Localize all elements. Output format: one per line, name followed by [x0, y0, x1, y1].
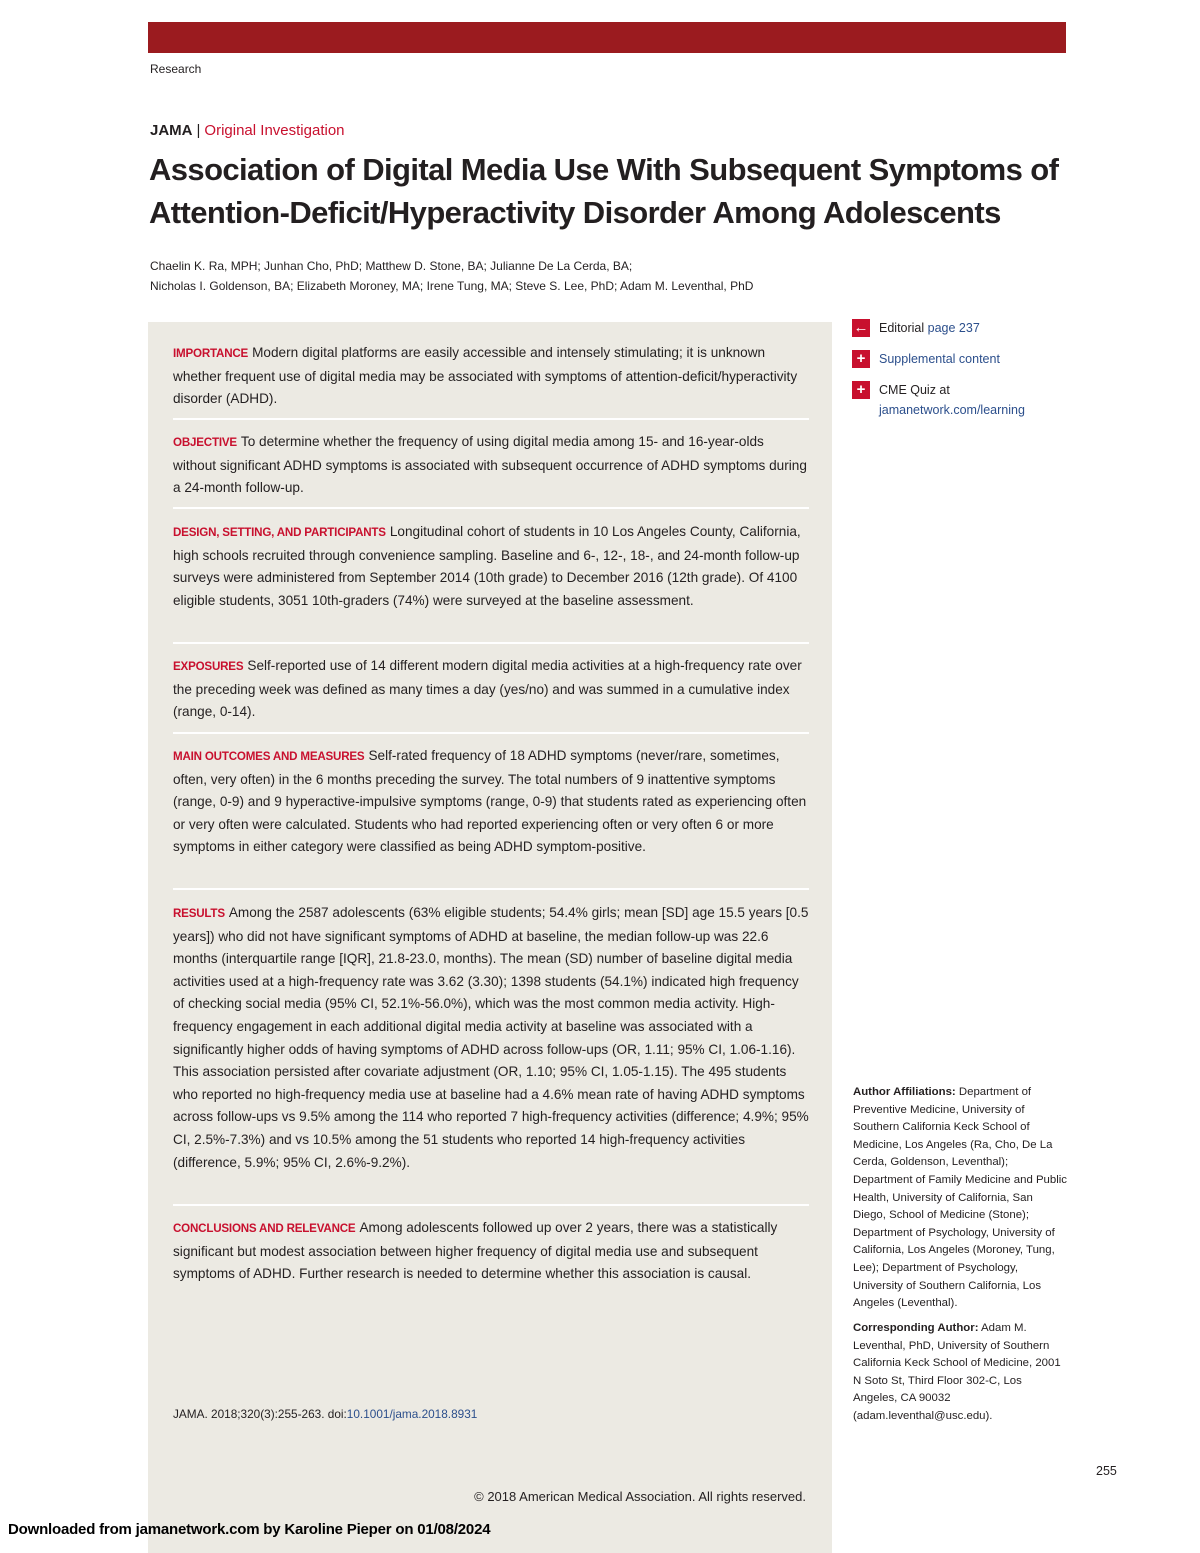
abstract-heading: IMPORTANCE — [173, 347, 249, 360]
supplemental-link-item[interactable] — [852, 349, 1082, 369]
cme-quiz-item[interactable] — [852, 380, 1082, 420]
affiliations-heading: Author Affiliations: — [853, 1086, 956, 1098]
page-number: 255 — [1096, 1464, 1117, 1478]
journal-name: JAMA — [150, 122, 193, 139]
abstract-heading: EXPOSURES — [173, 660, 244, 673]
abstract-results — [173, 902, 809, 1174]
section-divider — [173, 642, 809, 644]
abstract-importance — [173, 342, 809, 411]
editorial-link-item[interactable] — [852, 318, 1082, 338]
section-label: Research — [150, 62, 202, 76]
journal-separator: | — [196, 122, 201, 139]
article-type: Original Investigation — [204, 122, 345, 139]
affiliations-text: Department of Preventive Medicine, University of Southern California Keck School of Medicine, Los Angeles (Ra, Cho, De La Cerda, Goldenson, Leventhal); Department of Family Medicine and Public Health, University of California, San Diego, School of Medicine (Stone); Department of Psychology, University of California, Los Angeles (Moroney, Tung, Lee); Department of Psychology, University of Southern California, Los Angeles (Leventhal). — [853, 1086, 1067, 1310]
author-list — [150, 256, 870, 296]
author-line-1: Chaelin K. Ra, MPH; Junhan Cho, PhD; Matthew D. Stone, BA; Julianne De La Cerda, BA; — [150, 259, 633, 273]
author-line-2: Nicholas I. Goldenson, BA; Elizabeth Moroney, MA; Irene Tung, MA; Steve S. Lee, PhD; Adam M. Leventhal, PhD — [150, 279, 754, 293]
journal-top-bar — [148, 22, 1066, 53]
plus-icon: + — [852, 350, 870, 368]
abstract-heading: DESIGN, SETTING, AND PARTICIPANTS — [173, 526, 386, 539]
abstract-heading: CONCLUSIONS AND RELEVANCE — [173, 1222, 356, 1235]
section-divider — [173, 1204, 809, 1206]
abstract-text: Self-rated frequency of 18 ADHD symptoms (never/rare, sometimes, often, very often) in the 6 months preceding the survey. The total numbers of 9 inattentive symptoms (range, 0-9) and 9 hyperactive-impulsive symptoms (range, 0-9) that students rated as experiencing often or very often were calculated. Students who had reported experiencing often or very often 6 or more symptoms in either category were classified as being ADHD symptom-positive. — [173, 748, 807, 855]
editorial-label: Editorial — [879, 321, 925, 335]
cme-quiz-label: CME Quiz at — [879, 383, 950, 397]
corresponding-heading: Corresponding Author: — [853, 1322, 979, 1334]
section-divider — [173, 888, 809, 890]
abstract-box — [148, 322, 832, 1553]
section-divider — [173, 418, 809, 420]
abstract-heading: RESULTS — [173, 907, 225, 920]
doi-link[interactable]: 10.1001/jama.2018.8931 — [346, 1407, 478, 1421]
abstract-text: Self-reported use of 14 different modern digital media activities at a high-frequency rate over the preceding week was defined as many times a day (yes/no) and was summed in a cumulative index (range, 0-14). — [173, 658, 802, 720]
abstract-heading: OBJECTIVE — [173, 436, 237, 449]
abstract-outcomes — [173, 745, 809, 859]
abstract-text: To determine whether the frequency of using digital media among 15- and 16-year-olds without significant ADHD symptoms is associated with subsequent occurrence of ADHD symptoms during a 24-month follow-up. — [173, 434, 807, 496]
abstract-objective — [173, 431, 809, 500]
citation — [173, 1407, 477, 1421]
journal-line — [150, 122, 345, 139]
abstract-text: Modern digital platforms are easily accessible and intensely stimulating; it is unknown whether frequent use of digital media may be associated with symptoms of attention-deficit/hyperactivity disorder (ADHD). — [173, 345, 798, 407]
download-watermark: Downloaded from jamanetwork.com by Karoline Pieper on 01/08/2024 — [8, 1521, 491, 1538]
abstract-text: Longitudinal cohort of students in 10 Los Angeles County, California, high schools recruited through convenience sampling. Baseline and 6-, 12-, 18-, and 24-month follow-up surveys were administered from September 2014 (10th grade) to December 2016 (12th grade). Of 4100 eligible students, 3051 10th-graders (74%) were surveyed at the baseline assessment. — [173, 524, 801, 608]
corresponding-close: ). — [985, 1409, 993, 1422]
corresponding-author — [853, 1320, 1068, 1426]
abstract-text: Among adolescents followed up over 2 years, there was a statistically significant but modest association between higher frequency of digital media use and subsequent symptoms of ADHD. Further research is needed to determine whether this association is causal. — [173, 1220, 778, 1282]
citation-text: JAMA. 2018;320(3):255-263. doi: — [173, 1407, 347, 1421]
corresponding-email-link[interactable]: adam.leventhal@usc.edu — [856, 1409, 986, 1422]
editorial-page-link[interactable]: page 237 — [927, 321, 980, 335]
abstract-heading: MAIN OUTCOMES AND MEASURES — [173, 750, 365, 763]
abstract-design — [173, 521, 809, 612]
section-divider — [173, 732, 809, 734]
plus-icon: + — [852, 381, 870, 399]
copyright-notice: © 2018 American Medical Association. All rights reserved. — [474, 1489, 806, 1504]
supplemental-content-link[interactable]: Supplemental content — [879, 352, 1000, 366]
article-title: Association of Digital Media Use With Subsequent Symptoms of Attention-Deficit/Hyperactivity Disorder Among Adolescents — [149, 152, 1059, 230]
abstract-text: Among the 2587 adolescents (63% eligible students; 54.4% girls; mean [SD] age 15.5 years [0.5 years]) who did not have significant symptoms of ADHD at baseline, the median follow-up was 22.6 months (interquartile range [IQR], 21.8-23.0, months). The mean (SD) number of baseline digital media activities used at a high-frequency rate was 3.62 (3.30); 1398 students (54.1%) indicated high frequency of checking social media (95% CI, 52.1%-56.0%), which was the most common media activity. High-frequency engagement in each additional digital media activity at baseline was associated with a significantly higher odds of having symptoms of ADHD across follow-ups (OR, 1.11; 95% CI, 1.06-1.16). This association persisted after covariate adjustment (OR, 1.10; 95% CI, 1.05-1.15). The 495 students who reported no high-frequency media use at baseline had a 4.6% mean rate of having ADHD symptoms across follow-ups vs 9.5% among the 114 who reported 7 high-frequency activities (difference; 4.9%; 95% CI, 2.5%-7.3%) and vs 10.5% among the 51 students who reported 14 high-frequency activities (difference, 5.9%; 95% CI, 2.6%-9.2%). — [173, 905, 809, 1170]
cme-quiz-link[interactable]: jamanetwork.com/learning — [879, 403, 1025, 417]
author-affiliations — [853, 1084, 1068, 1313]
arrow-left-icon: ← — [853, 319, 869, 336]
related-links — [852, 318, 1082, 431]
abstract-exposures — [173, 655, 809, 724]
section-divider — [173, 507, 809, 509]
corresponding-text: Adam M. Leventhal, PhD, University of Southern California Keck School of Medicine, 2001 N Soto St, Third Floor 302-C, Los Angeles, CA 90032 ( — [853, 1322, 1061, 1422]
abstract-conclusions — [173, 1217, 809, 1286]
